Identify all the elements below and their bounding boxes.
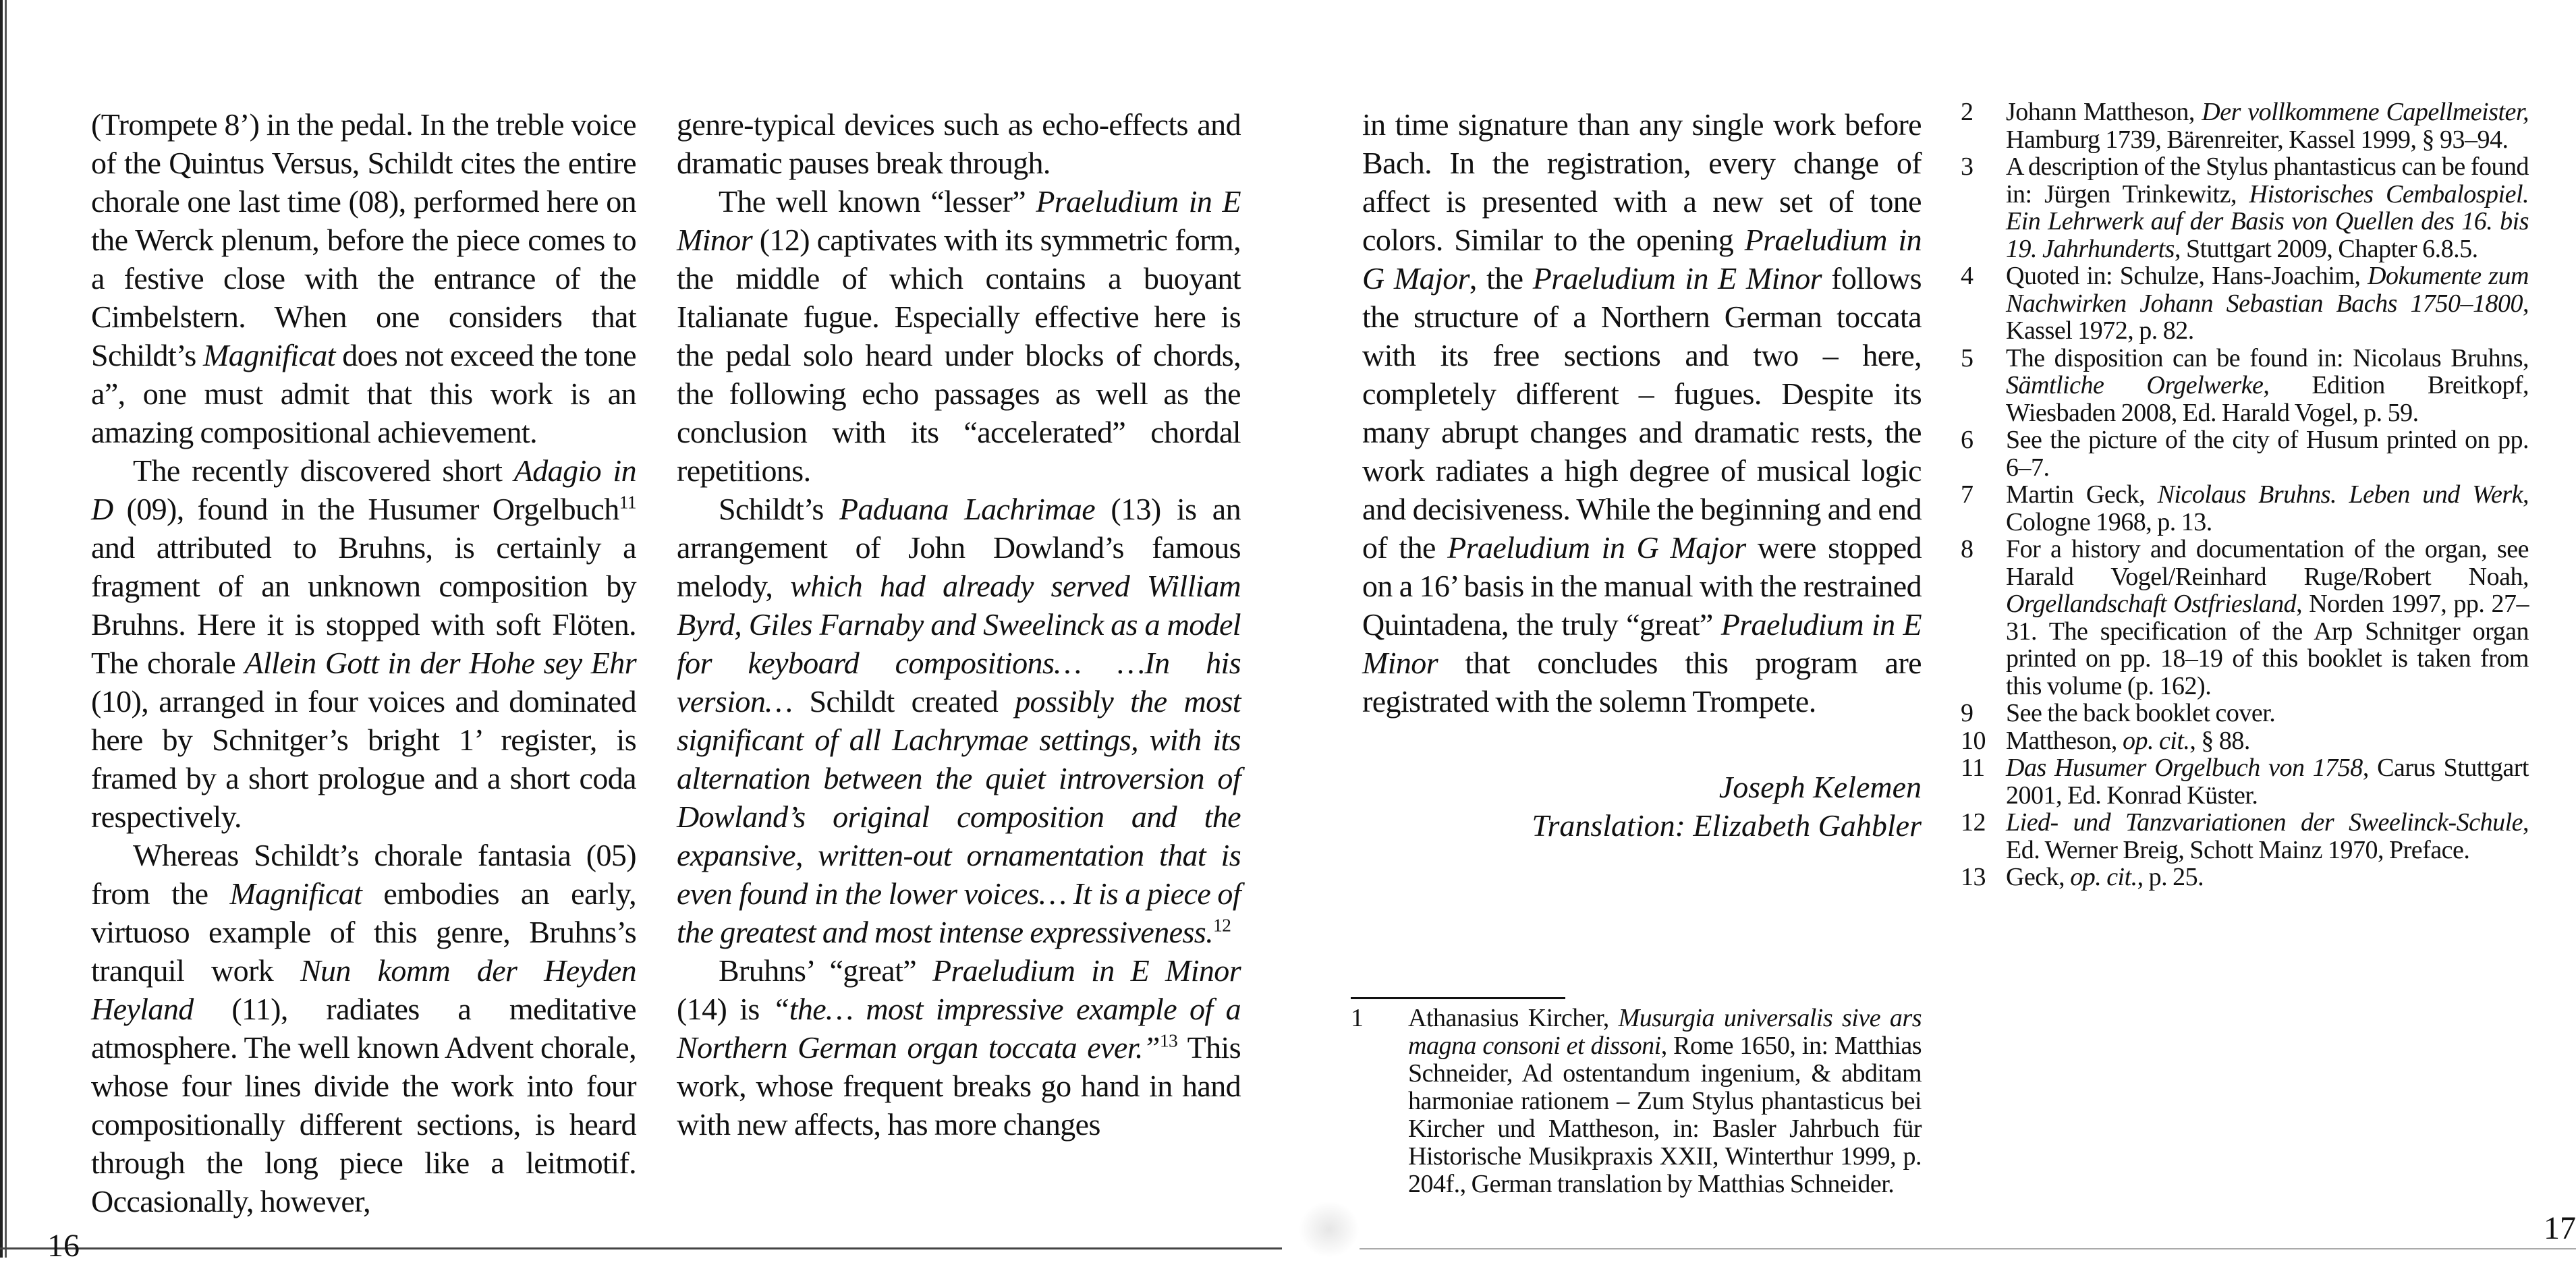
italic-text: Praeludium in G Major [1362, 223, 1922, 296]
endnote-number: 9 [1961, 699, 1973, 727]
endnote-item [1949, 153, 2529, 262]
text-run: , Norden 1997, pp. 27–31. The specification of the Arp Schnitger organ printed on pp. 18–19 of this booklet is taken from this volume (p. 162). [2006, 590, 2529, 700]
italic-text: Nun komm der Heyden Heyland [91, 953, 636, 1026]
text-run: (14) is [677, 992, 773, 1026]
text-run: Bruhns’ “great” [719, 953, 932, 988]
italic-text: Paduana Lachrimae [839, 492, 1096, 526]
text-run: , Stuttgart 2009, Chapter 6.8.5. [2174, 234, 2478, 263]
endnote-text [2006, 809, 2529, 864]
page-edge-bottom [0, 1247, 1282, 1249]
italic-text: Allein Gott in der Hohe sey Ehr [244, 646, 636, 680]
author-signature: Joseph Kelemen [1718, 770, 1922, 804]
endnote-item [1949, 536, 2529, 700]
signature-block [1362, 768, 1922, 845]
right-page-column-main [1362, 105, 1922, 721]
italic-text: Praeludium in E Minor [677, 184, 1241, 257]
text-run: The recently discovered short [133, 453, 514, 488]
endnote-text [2006, 262, 2529, 345]
page-edge-bottom-right [1322, 1248, 2576, 1249]
italic-text: Sämtliche Orgelwerke [2006, 371, 2264, 399]
text-run: (09), found in the Husumer Orgelbuch [113, 492, 619, 526]
page-edge-left [0, 0, 7, 1258]
endnote-text [2006, 153, 2529, 262]
footnote-area [1351, 970, 1922, 1198]
text-run: that concludes this program are registrated with the solemn Trompete. [1362, 646, 1922, 719]
text-run: , Cologne 1968, p. 13. [2006, 480, 2529, 536]
text-run: (Trompete 8’) in the pedal. In the treble voice of the Quintus Versus, Schildt cites the entire chorale one last time (08), performed here on the Werck plenum, before the piece comes to a festive close with the entrance of the Cimbelstern. When one considers that Schildt’s [91, 107, 636, 372]
endnote-text [2006, 727, 2529, 755]
paragraph [677, 951, 1241, 1144]
gutter-shadow [1299, 1201, 1360, 1258]
page-number-left: 16 [47, 1228, 80, 1264]
text-run: Whereas Schildt’s chorale fantasia (05) from the [91, 838, 636, 911]
endnote-number: 2 [1961, 98, 1973, 126]
paragraph [677, 105, 1241, 182]
left-page-column-1 [91, 105, 636, 1220]
endnote-number: 13 [1961, 863, 1986, 891]
translator-credit: Translation: Elizabeth Gahbler [1532, 808, 1922, 843]
text-run: Athanasius Kircher, [1408, 1004, 1619, 1032]
endnote-number: 11 [1961, 754, 1985, 782]
endnote-number: 7 [1961, 480, 1973, 509]
italic-text: Das Husumer Orgelbuch von 1758 [2006, 754, 2363, 782]
text-run: Johann Mattheson, [2006, 98, 2202, 126]
endnote-number: 6 [1961, 426, 1973, 454]
endnote-number: 3 [1961, 152, 1973, 181]
text-run: See the back booklet cover. [2006, 699, 2276, 727]
endnote-text [2006, 754, 2529, 809]
italic-text: Der vollkommene Capellmeister, [2202, 98, 2529, 126]
left-page-column-2 [677, 105, 1241, 1144]
endnote-text [2006, 700, 2529, 727]
endnote-number: 12 [1961, 808, 1986, 837]
text-run: , Kassel 1972, p. 82. [2006, 289, 2529, 345]
text-run: A description of the Stylus phantasticus can be found in: Jürgen Trinkewitz, [2006, 152, 2529, 208]
footnote-reference: 11 [619, 491, 636, 513]
footnote-1 [1351, 1005, 1922, 1198]
endnote-item [1949, 864, 2529, 891]
italic-text: Musurgia universalis sive ars magna consoni et dissoni [1408, 1004, 1922, 1060]
footnote-reference: 12 [1212, 914, 1231, 936]
endnote-item [1949, 727, 2529, 755]
text-run: (12) captivates with its symmetric form, the middle of which contains a buoyant Italianate fugue. Especially effective here is the pedal solo heard under blocks of chords, the following echo passages as well as the conclusion with its “accelerated” chordal repetitions. [677, 223, 1241, 488]
footnote-text [1408, 1005, 1922, 1198]
italic-text: Praeludium in E Minor [1362, 607, 1922, 680]
text-run: were stopped on a 16’ basis in the manual with the restrained Quintadena, the truly “great” [1362, 530, 1922, 642]
italic-text: Orgellandschaft Ostfriesland [2006, 590, 2297, 618]
italic-text: Praeludium in G Major [1447, 530, 1746, 565]
endnote-item [1949, 262, 2529, 345]
paragraph [677, 182, 1241, 490]
endnote-item [1949, 754, 2529, 809]
endnote-item [1949, 426, 2529, 481]
text-run: See the picture of the city of Husum printed on pp. 6–7. [2006, 426, 2529, 482]
endnote-number: 5 [1961, 343, 1973, 372]
text-run: (13) is an arrangement of John Dowland’s famous melody, [677, 492, 1241, 603]
text-run: does not exceed the tone a”, one must admit that this work is an amazing compositional achievement. [91, 338, 636, 449]
text-run: Mattheson, [2006, 726, 2123, 755]
endnote-item [1949, 481, 2529, 536]
text-run: embodies an early, virtuoso example of this genre, Bruhns’s tranquil work [91, 876, 636, 988]
endnote-item [1949, 99, 2529, 153]
text-run: , Edition Breitkopf, Wiesbaden 2008, Ed. Harald Vogel, p. 59. [2006, 371, 2529, 427]
text-run: genre-typical devices such as echo-effects and dramatic pauses break through. [677, 107, 1241, 180]
endnote-text [2006, 99, 2529, 153]
italic-text: op. cit. [2122, 726, 2190, 755]
paragraph [91, 105, 636, 451]
endnote-number: 10 [1961, 726, 1986, 755]
text-run: Schildt created [792, 684, 1015, 719]
italic-text: Praeludium in E Minor [932, 953, 1241, 988]
endnote-item [1949, 700, 2529, 727]
endnote-text [2006, 536, 2529, 700]
endnote-item [1949, 345, 2529, 427]
text-run: Martin Geck, [2006, 480, 2158, 509]
endnote-text [2006, 481, 2529, 536]
italic-text: Dokumente zum Nachwirken Johann Sebastian Bachs 1750–1800 [2006, 262, 2529, 318]
italic-text: Historisches Cembalospiel. Ein Lehrwerk auf der Basis von Quellen des 16. bis 19. Jahrhunderts [2006, 179, 2529, 263]
text-run: (11), radiates a meditative atmosphere. The well known Advent chorale, whose four lines divide the work into four compositionally different sections, is heard through the long piece like a leitmotif. Occasionally, however, [91, 992, 636, 1218]
footnote-separator-rule [1351, 997, 1565, 999]
endnote-text [2006, 864, 2529, 891]
text-run: and attributed to Bruhns, is certainly a fragment of an unknown composition by Bruhns. Here it is stopped with soft Flöten. The chorale [91, 530, 636, 680]
text-run: Geck, [2006, 863, 2071, 891]
text-run: follows the structure of a Northern German toccata with its free sections and two – here, completely different – fugues. Despite its many abrupt changes and dramatic rests, the work radiates a high degree of musical logic and decisiveness. While the beginning and end of the [1362, 261, 1922, 565]
footnote-reference: 13 [1159, 1030, 1178, 1051]
italic-text: Lied- und Tanzvariationen der Sweelinck-Schule [2006, 808, 2523, 837]
text-run: The well known “lesser” [719, 184, 1036, 219]
endnote-number: 8 [1961, 535, 1973, 563]
text-run: Hamburg 1739, Bärenreiter, Kassel 1999, § 93–94. [2006, 125, 2509, 154]
italic-text: Magnificat [229, 876, 362, 911]
endnote-item [1949, 809, 2529, 864]
italic-text: Praeludium in E Minor [1532, 261, 1822, 296]
text-run: , the [1469, 261, 1533, 296]
text-run: , Carus Stuttgart 2001, Ed. Konrad Küster. [2006, 754, 2529, 810]
paragraph [1362, 105, 1922, 721]
text-run: (10), arranged in four voices and dominated here by Schnitger’s bright 1’ register, is framed by a short prologue and a short coda respectively. [91, 684, 636, 834]
text-run: For a history and documentation of the organ, see Harald Vogel/Reinhard Ruge/Robert Noah, [2006, 535, 2529, 591]
text-run: , § 88. [2189, 726, 2250, 755]
text-run: Quoted in: Schulze, Hans-Joachim, [2006, 262, 2368, 290]
italic-text: possibly the most significant of all Lachrymae settings, with its alternation between the quiet introversion of Dowland’s original composition and the expansive, written-out ornamentation that is even found in the lower voices… It is a piece of the greatest and most intense expressiveness. [677, 684, 1241, 949]
italic-text: Adagio in D [91, 453, 636, 526]
text-run: , p. 25. [2137, 863, 2204, 891]
paragraph [91, 836, 636, 1220]
italic-text: which had already served William Byrd, Giles Farnaby and Sweelinck as a model for keyboard compositions… …In his version… [677, 569, 1241, 719]
text-run: The disposition can be found in: Nicolaus Bruhns, [2006, 343, 2529, 372]
right-page-main-area [1351, 105, 1922, 1198]
text-run: Schildt’s [719, 492, 839, 526]
page-number-right: 17 [2544, 1210, 2576, 1246]
paragraph [677, 490, 1241, 951]
italic-text: “the… most impressive example of a Northern German organ toccata ever.” [677, 992, 1241, 1065]
endnote-text [2006, 426, 2529, 481]
italic-text: op. cit. [2070, 863, 2137, 891]
text-run: in time signature than any single work before Bach. In the registration, every change of affect is presented with a new set of tone colors. Similar to the opening [1362, 107, 1922, 257]
text-run: , Rome 1650, in: Matthias Schneider, Ad ostentandum ingenium, & abditam harmoniae rationem – Zum Stylus phantasticus bei Kircher und Mattheson, in: Basler Jahrbuch für Historische Musikpraxis XXII, Winterthur 1999, p. 204f., German translation by Matthias Schneider. [1408, 1032, 1922, 1198]
footnote-number: 1 [1351, 1004, 1364, 1032]
italic-text: Nicolaus Bruhns. Leben und Werk [2157, 480, 2523, 509]
endnote-number: 4 [1961, 262, 1973, 290]
endnotes-list [1949, 99, 2529, 891]
text-run: , Ed. Werner Breig, Schott Mainz 1970, Preface. [2006, 808, 2529, 864]
paragraph [91, 451, 636, 836]
italic-text: Magnificat [203, 338, 335, 372]
text-run: This work, whose frequent breaks go hand in hand with new affects, has more changes [677, 1030, 1241, 1142]
endnote-text [2006, 345, 2529, 427]
